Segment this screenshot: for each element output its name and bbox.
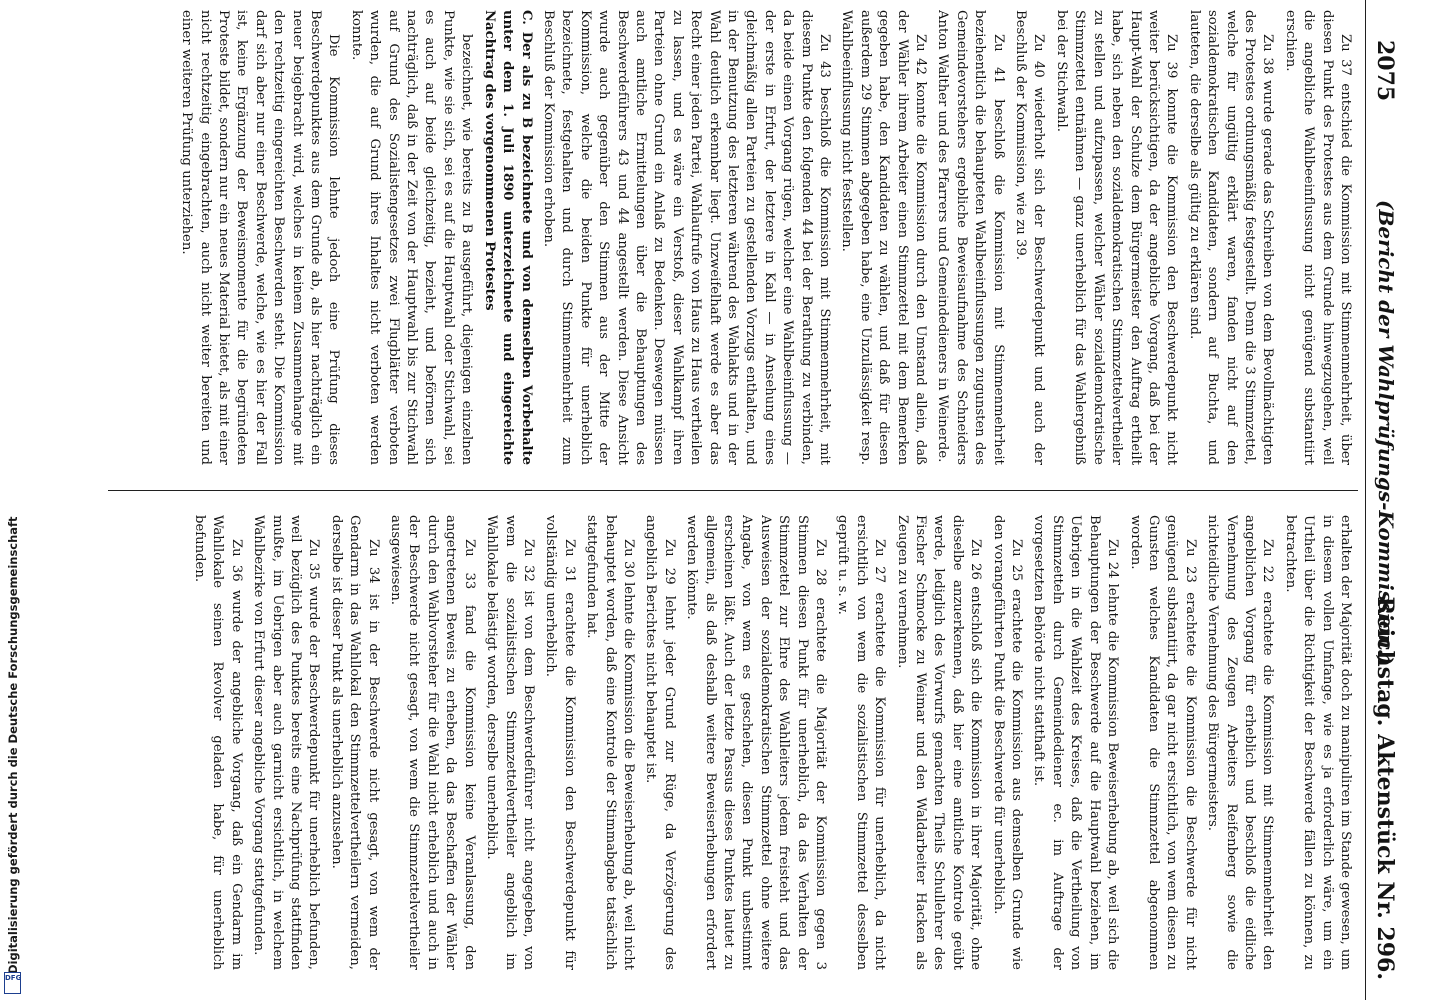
paragraph: Die Kommission lehnte jedoch eine Prüfung dieses Beschwerdepunktes aus dem Grunde ab, als hier nachträglich ein neuer beigebracht wird, welches in keinem Zusammenhange mit den rechtzeitig eingereichten Beschwerden steht. Die Kommission darf sich aber nur einer Beschwerde, welche, wie es hier der Fall ist, keine Ergänzung der Beweismomente für die begründeten Proteste bildet, sondern nur ein neues Material bietet, als mit einer nicht rechtzeitig eingebrachten, auch nicht weiter bereiten und einer weiteren Prüfung unterziehen. bbox=[179, 10, 342, 465]
paragraph: Zu 32 ist von dem Beschwerdeführer nicht angegeben, von wem die sozialistischen Stimmzettelvertheiler angeblich im Wahllokale belästigt worden, derselbe unerheblich. bbox=[484, 515, 536, 970]
paragraph: Zu 38 wurde gerade das Schreiben von dem Bevollmächtigten des Protestes ordnungsmäßig festgestellt. Denn die 3 Stimmzettel, welche für ungültig erklärt waren, fanden nicht auf den sozialdemokratischen Kandidaten, sondern auf Buchta, und lauteten, die derselbe als gültig zu erklären sind. bbox=[1186, 10, 1276, 465]
paragraph: Zu 35 wurde der Beschwerdepunkt für unerheblich befunden, weil bezüglich des Punktes bereits eine Nachprüfung stattfinden mußte, im Uebrigen aber auch garnicht ersichtlich, in welchem Wahlbezirke von Erfurt dieser angebliche Vorgang stattgefunden. bbox=[251, 515, 322, 970]
paragraph: Zu 43 beschloß die Kommission mit Stimmenmehrheit, mit diesem Punkte den folgenden 44 bei der Berathung zu verbinden, da beide einen Vorgang rügen, welcher eine Wahlbeeinflussung — der erste in Erfurt, der letztere in Kahl — in Ansehung eines gleichmäßig allen Parteien zu gestellenden Vorzugs enthalten, und in der Benutzung des letzteren während des Wahlakts und in der Wahl deutlich erkennbar liegt. Unzweifelhaft werde es aber das Recht einer jeden Partei, Wahlaufrufe von Haus zu Haus vertheilen zu lassen, und es wäre ein Verstoß, dieser Wahlkampf ihren Parteien ohne Grund ein Anlaß zu Bedenken. Deswegen müssen auch amtliche Ermittelungen über die Behauptungen des Beschwerdeführers 43 und 44 angestellt werden. Diese Ansicht wurde auch gegenüber den Stimmen aus der Mitte der Kommission, welche die beiden Punkte für unerheblich bezeichnete, festgehalten und durch Stimmenmehrheit zum Beschluß der Kommission erhoben. bbox=[540, 10, 833, 465]
paragraph: Zu 23 erachtete die Kommission die Beschwerde für nicht genügend substantiirt, da gar nicht ersichtlich, von wem diesen zu Gunsten welches Kandidaten die Stimmzettel abgenommen worden. bbox=[1127, 515, 1198, 970]
paragraph: Zu 24 lehnte die Kommission Beweiserhebung ab, weil sich die Behauptungen der Beschwerde auf die Hauptwahl beziehen, im Uebrigen in die Wahlzeit des Kreises, daß die Vertheilung von Stimmzetteln durch Gemeindediener ec. im Auftrage der vorgesetzten Behörde nicht statthaft ist. bbox=[1031, 515, 1121, 970]
paragraph: Zu 37 entschied die Kommission mit Stimmenmehrheit, über diesen Punkt des Protestes aus dem Grunde hinwegzugehen, weil die angebliche Wahlbeeinflussung nicht genügend substantiirt erschien. bbox=[1282, 10, 1353, 465]
paragraph: Zu 22 erachtete die Kommission mit Stimmenmehrheit den angeblichen Vorgang für erheblich und beschloß die eidliche Vernehmung des Zeugen Arbeiters Reifenberg sowie die nichteidliche Vernehmung des Bürgermeisters. bbox=[1205, 515, 1276, 970]
paragraph: Zu 28 erachtete die Majorität der Kommission gegen 3 Stimmen diesen Punkt für unerheblich, da das Verhalten der Stimmzettel zur Ehre des Wahlleiters jedem freisteht und das Ausweisen der sozialdemokratischen Stimmzettel ohne weitere Angabe, von wem es geschehen, diesen Punkt unbestimmt erscheinen läßt. Auch der letzte Passus dieses Punktes lautet zu allgemein, als daß deshalb weitere Beweiserhebungen erfordert werden könnte. bbox=[684, 515, 829, 970]
paragraph: Zu 26 entschloß sich die Kommission in ihrer Majorität, ohne dieselbe anzuerkennen, daß hier eine amtliche Kontrole geübt werde, lediglich des Vorwurfs gemachten Theils Schullehrer des Fischer Schmocke zu Weimar und den Waldarbeiter Hacken als Zeugen zu vernehmen. bbox=[894, 515, 984, 970]
paragraph: bezeichnet, wie bereits zu B ausgeführt, diejenigen einzelnen Punkte, wie sie sich, sei es auf die Hauptwahl oder Stichwahl, sei es auch auf beide gleichzeitig, bezieht, und beförnen sich nachträglich, daß in der Zeit von der Hauptwahl bis zur Stichwahl auf Grund des Sozialistengesetzes zwei Flugblätter verboten wurden, die auf Grund ihres Inhaltes nicht verboten werden konnte. bbox=[348, 10, 475, 465]
paragraph: Zu 42 konnte die Kommission durch den Umstand allein, daß der Wähler ihrem Arbeiter einen Stimmzettel mit dem Bemerken gegeben habe, den Kandidaten zu wählen, und daß für diesen außerdem 29 Stimmen abgegeben habe, eine Unzulässigkeit resp. Wahlbeeinflussung nicht feststellen. bbox=[839, 10, 929, 465]
paragraph: Zu 36 wurde der angebliche Vorgang, daß ein Gendarm im Wahllokale seinen Revolver geladen habe, für unerheblich befunden. bbox=[192, 515, 244, 970]
paragraph: Zu 27 erachtete die Kommission für unerheblich, da nicht ersichtlich von wem die sozialistischen Stimmzettel desselben geprüft u. s. w. bbox=[835, 515, 888, 970]
paragraph: Zu 29 lehnt jeder Grund zur Rüge, da Verzögerung des angeblich Berichtes nicht behauptet ist. bbox=[643, 515, 677, 970]
paragraph: Zu 39 konnte die Kommission den Beschwerdepunkt nicht weiter berücksichtigen, da der angebliche Vorgang, daß bei der Haupt-Wahl der Schulze dem Bürgermeister den Auftrag ertheilt habe, sich neben den sozialdemokratischen Stimmzettelvertheiler zu stellen und aufzupassen, welcher Wähler sozialdemokratische Stimmzettel entnähmen — ganz unerheblich für das Wahlergebniß bei der Stichwahl. bbox=[1053, 10, 1180, 465]
paragraph: Zu 30 lehnte die Kommission die Beweiserhebung ab, weil nicht behauptet worden, daß eine Kontrole der Stimmabgabe tatsächlich stattgefunden hat. bbox=[584, 515, 636, 970]
page-header bbox=[1365, 0, 1406, 1000]
column-divider bbox=[108, 490, 1358, 491]
right-column bbox=[104, 515, 1354, 970]
document-reference: Reichstag. Aktenstück Nr. 296. bbox=[1372, 596, 1398, 980]
paragraph: Zu 25 erachtete die Kommission aus demselben Grunde wie den vorangeführten Punkt die Beschwerde für unerheblich. bbox=[990, 515, 1025, 970]
section-title: (Bericht der Wahlprüfungs-Kommission.) bbox=[1374, 200, 1398, 666]
dfg-logo: DFG bbox=[4, 972, 21, 994]
left-column bbox=[104, 10, 1354, 465]
paragraph: Zu 31 erachtete die Kommission den Beschwerdepunkt für vollständig unerheblich. bbox=[543, 515, 577, 970]
paragraph: Zu 34 ist in der Beschwerde nicht gesagt, von wem der Gendarm in das Wahllokal den Stimmzettelvertheilern vermeiden, derselbe ist dieser Punkt als unerheblich anzusehen. bbox=[328, 515, 381, 970]
document-page bbox=[86, 0, 1406, 1000]
paragraph: erhalten der Majorität doch zu manipuliren im Stande gewesen, um in diesem vollen Umfange, wie es ja erforderlich wäre, um ein Urtheil über die Richtigkeit der Beschwerde fällen zu können, zu betrachten. bbox=[1282, 515, 1353, 970]
page-number: 2075 bbox=[1372, 40, 1398, 102]
section-heading-c: C. Der als zu B bezeichnete und von demselben Vorbehalte unter dem 1. Juli 1890 unterzeichnete und eingereichte Nachtrag des vorgenommenen Protestes bbox=[481, 10, 534, 465]
paragraph: Zu 40 wiederholt sich der Beschwerdepunkt und auch der Beschluß der Kommission, wie zu 39. bbox=[1013, 10, 1047, 465]
digitization-notice bbox=[0, 0, 26, 1000]
paragraph: Zu 41 beschloß die Kommission mit Stimmenmehrheit beziehentlich die behaupteten Wahlbeeinflussungen zugunsten des Gemeindevorstehers ergebliche Beweisaufnahme des Schneiders Anton Walther und des Pfarrers und Gemeindedieners in Weinerde. bbox=[935, 10, 1006, 465]
paragraph: Zu 33 fand die Kommission keine Veranlassung, den angetretenen Beweis zu erheben, da das Beschaffen der Wähler durch den Wahlvorsteher für die Wahl nicht erheblich und auch in der Beschwerde nicht gesagt, von wem die Stimmzettelvertheiler ausgewiesen. bbox=[388, 515, 477, 970]
funding-notice-text: Digitalisierung gefördert durch die Deutsche Forschungsgemeinschaft bbox=[6, 516, 20, 974]
